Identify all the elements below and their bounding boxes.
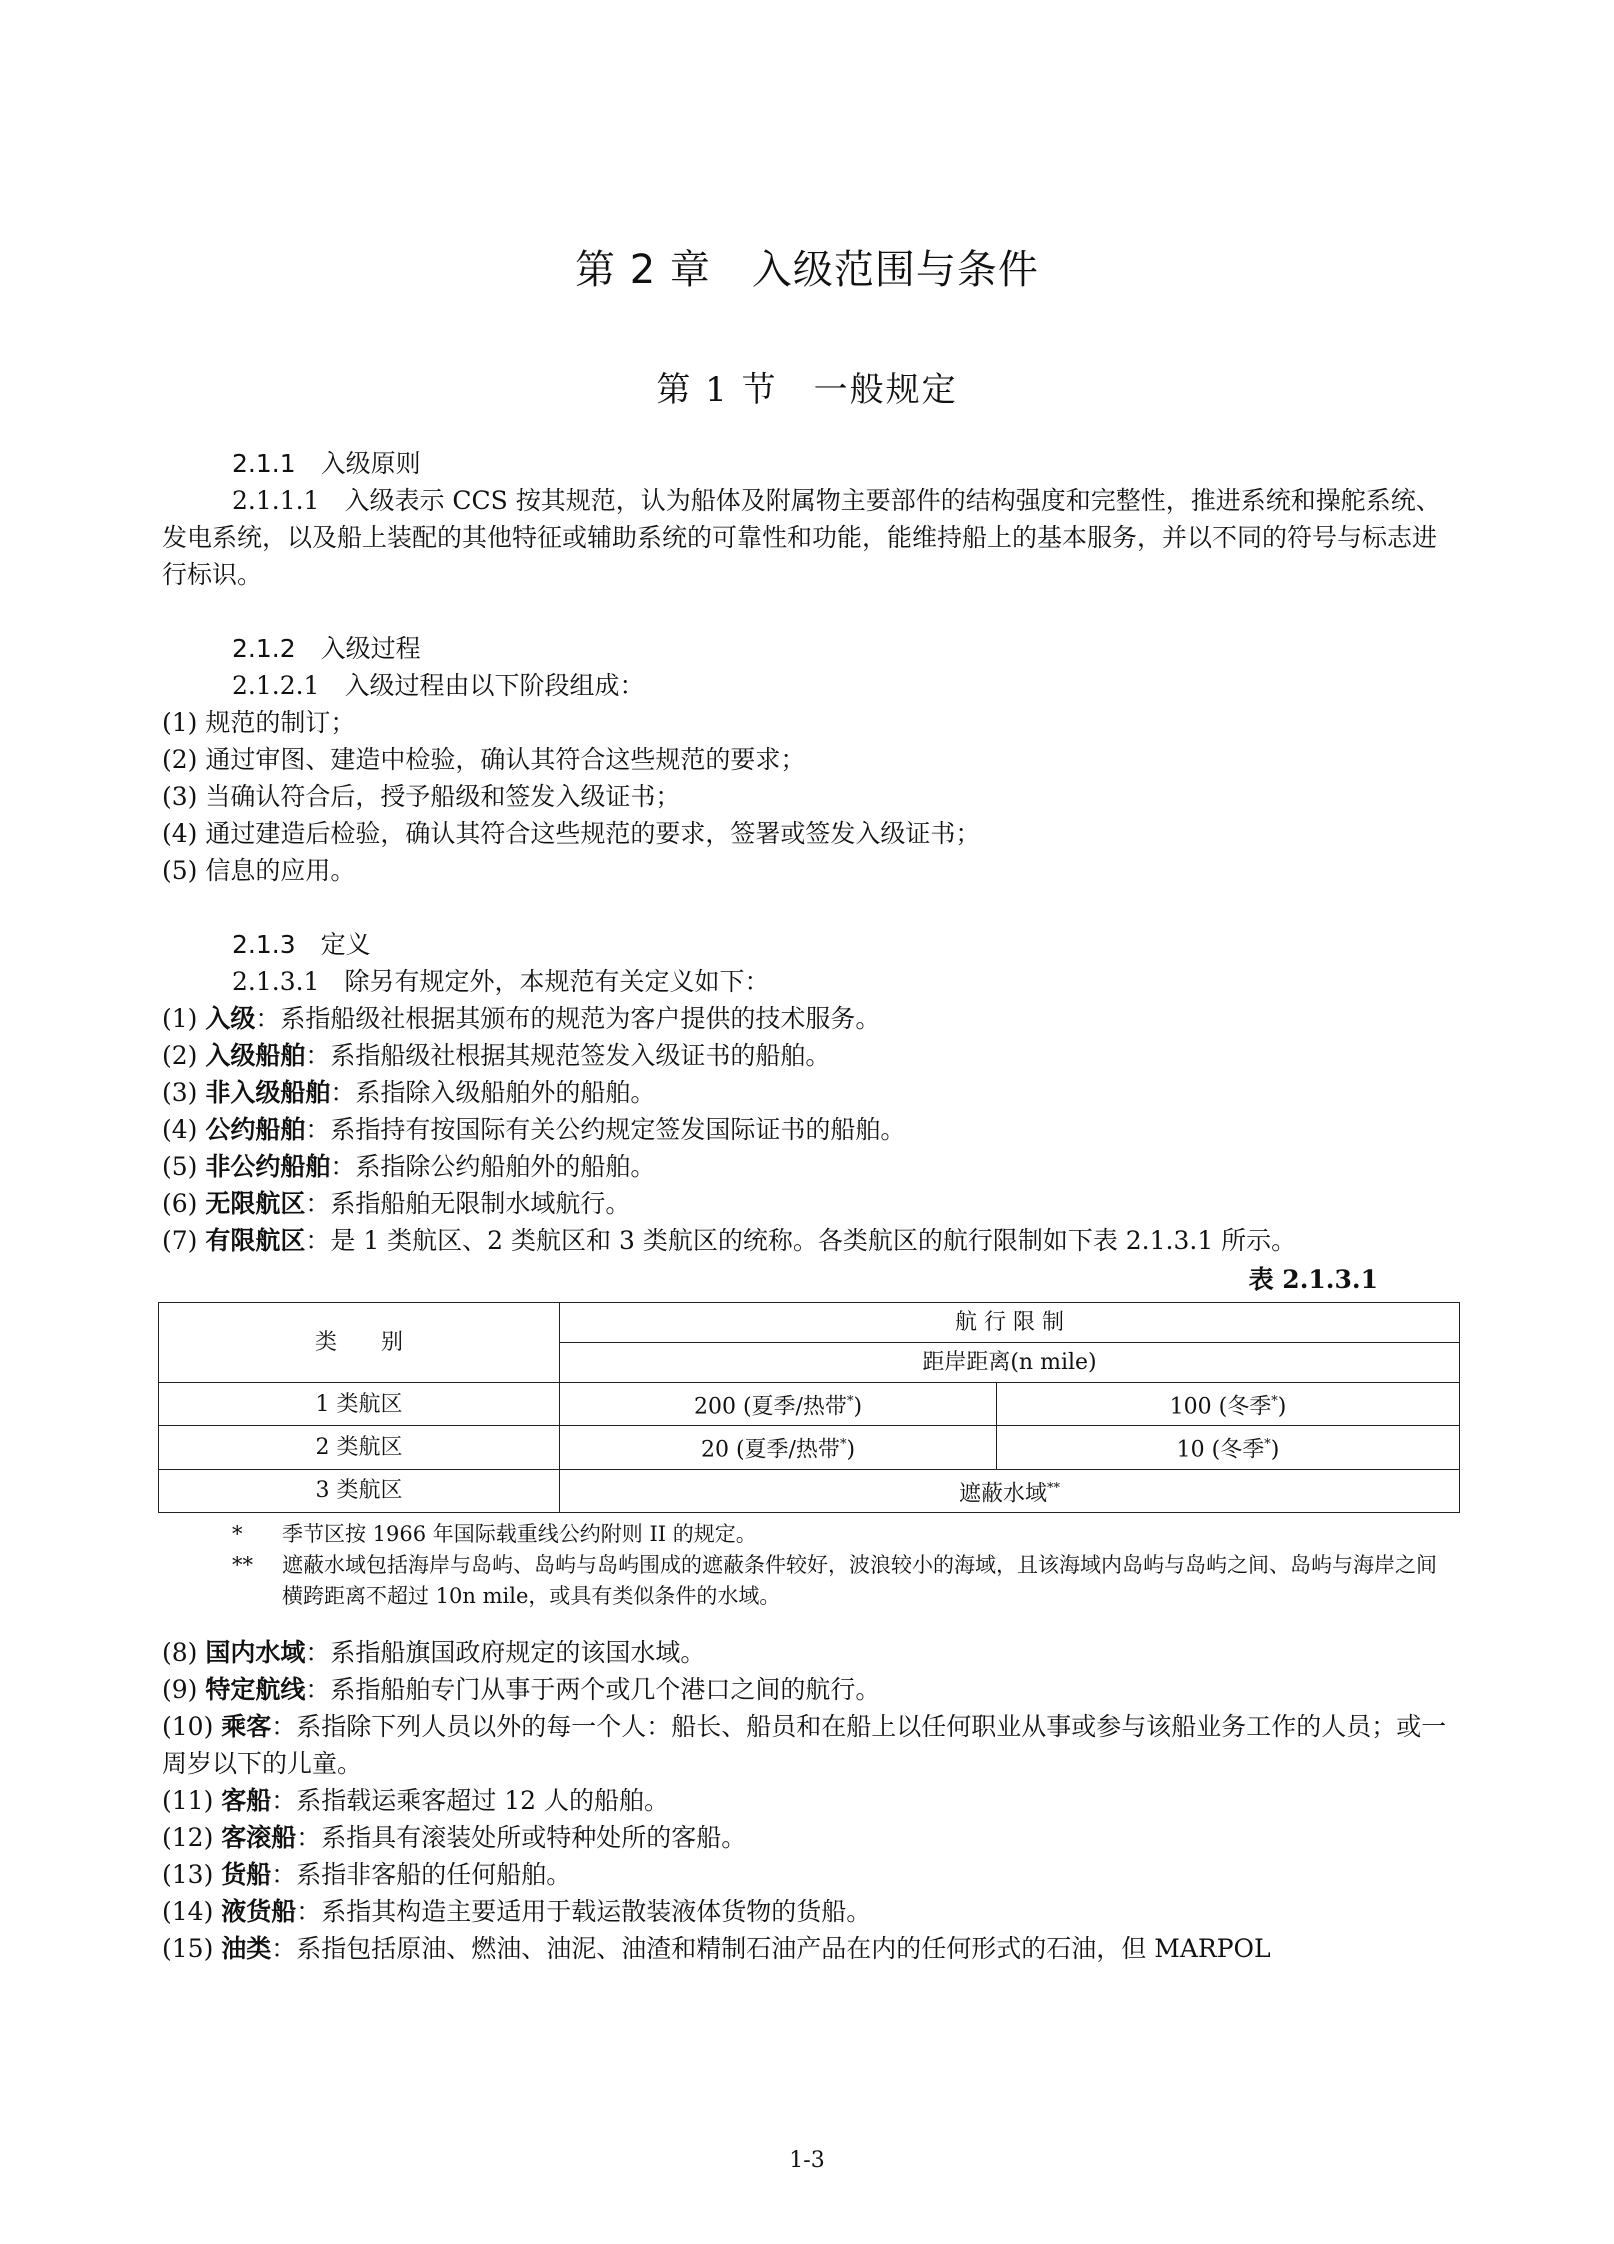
table-cell: 3 类航区 bbox=[159, 1469, 560, 1512]
table-note: ** 遮蔽水域包括海岸与岛屿、岛屿与岛屿围成的遮蔽条件较好，波浪较小的海域，且该海域内岛屿与岛屿之间、岛屿与海岸之间横跨距离不超过 10n mile，或具有类似条件的水域。 bbox=[232, 1552, 1437, 1608]
definition-item: (6) 无限航区：系指船舶无限制水域航行。 bbox=[162, 1189, 631, 1218]
table-row bbox=[159, 1469, 1460, 1512]
paragraph-2-1-3-1: 2.1.3.1 除另有规定外，本规范有关定义如下： bbox=[232, 967, 770, 996]
section-title: 第 1 节 一般规定 bbox=[656, 370, 958, 410]
page-number: 1-3 bbox=[789, 2148, 825, 2173]
table-cell: 200 (夏季/热带*) bbox=[560, 1383, 997, 1426]
document-body bbox=[162, 445, 1452, 1967]
table-cell: 2 类航区 bbox=[159, 1426, 560, 1469]
table-row bbox=[159, 1383, 1460, 1426]
table-cell: 20 (夏季/热带*) bbox=[560, 1426, 997, 1469]
table-notes bbox=[162, 1519, 1452, 1612]
heading-2-1-1: 2.1.1 入级原则 bbox=[232, 449, 421, 478]
definition-item: (9) 特定航线：系指船舶专门从事于两个或几个港口之间的航行。 bbox=[162, 1674, 881, 1704]
navigation-area-table bbox=[158, 1302, 1460, 1513]
paragraph-2-1-1-1: 2.1.1.1 入级表示 CCS 按其规范，认为船体及附属物主要部件的结构强度和完整性，推进系统和操舵系统、发电系统，以及船上装配的其他特征或辅助系统的可靠性和功能，能维持船上的基本服务，并以不同的符号与标志进行标识。 bbox=[162, 486, 1441, 589]
definition-item: (2) 入级船舶：系指船级社根据其规范签发入级证书的船舶。 bbox=[162, 1041, 831, 1070]
definition-item: (10) 乘客：系指除下列人员以外的每一个人：船长、船员和在船上以任何职业从事或参与该船业务工作的人员；或一周岁以下的儿童。 bbox=[162, 1711, 1447, 1778]
table-header-category: 类 别 bbox=[159, 1303, 560, 1383]
list-item: (2) 通过审图、建造中检验，确认其符合这些规范的要求； bbox=[162, 745, 806, 774]
definition-item: (1) 入级：系指船级社根据其颁布的规范为客户提供的技术服务。 bbox=[162, 1004, 881, 1033]
definition-item: (11) 客船：系指载运乘客超过 12 人的船舶。 bbox=[162, 1785, 669, 1815]
table-header-limit: 航 行 限 制 bbox=[560, 1303, 1460, 1343]
table-caption: 表 2.1.3.1 bbox=[1248, 1265, 1378, 1294]
table-row bbox=[159, 1426, 1460, 1469]
definition-item: (3) 非入级船舶：系指除入级船舶外的船舶。 bbox=[162, 1078, 656, 1107]
definition-item: (5) 非公约船舶：系指除公约船舶外的船舶。 bbox=[162, 1152, 656, 1181]
heading-2-1-3: 2.1.3 定义 bbox=[232, 930, 371, 959]
definition-item: (13) 货船：系指非客船的任何船舶。 bbox=[162, 1859, 572, 1889]
table-note: * 季节区按 1966 年国际载重线公约附则 II 的规定。 bbox=[232, 1521, 757, 1546]
definition-item: (12) 客滚船：系指具有滚装处所或特种处所的客船。 bbox=[162, 1822, 747, 1852]
list-item: (1) 规范的制订； bbox=[162, 708, 356, 737]
table-cell: 1 类航区 bbox=[159, 1383, 560, 1426]
paragraph-2-1-2-1: 2.1.2.1 入级过程由以下阶段组成： bbox=[232, 671, 645, 700]
definition-item: (4) 公约船舶：系指持有按国际有关公约规定签发国际证书的船舶。 bbox=[162, 1115, 906, 1144]
definition-item: (15) 油类：系指包括原油、燃油、油泥、油渣和精制石油产品在内的任何形式的石油，但 MARPOL bbox=[162, 1933, 1271, 1963]
table-header-distance: 距岸距离(n mile) bbox=[560, 1343, 1460, 1383]
list-item: (5) 信息的应用。 bbox=[162, 856, 356, 885]
definition-item: (7) 有限航区：是 1 类航区、2 类航区和 3 类航区的统称。各类航区的航行限制如下表 2.1.3.1 所示。 bbox=[162, 1226, 1297, 1255]
table-cell: 10 (冬季*) bbox=[997, 1426, 1460, 1469]
list-item: (3) 当确认符合后，授予船级和签发入级证书； bbox=[162, 782, 681, 811]
definition-item: (14) 液货船：系指其构造主要适用于载运散装液体货物的货船。 bbox=[162, 1896, 872, 1926]
list-item: (4) 通过建造后检验，确认其符合这些规范的要求，签署或签发入级证书； bbox=[162, 819, 981, 848]
chapter-title: 第 2 章 入级范围与条件 bbox=[575, 247, 1039, 293]
heading-2-1-2: 2.1.2 入级过程 bbox=[232, 634, 421, 663]
definition-item: (8) 国内水域：系指船旗国政府规定的该国水域。 bbox=[162, 1637, 706, 1667]
table-cell: 100 (冬季*) bbox=[997, 1383, 1460, 1426]
table-cell: 遮蔽水域** bbox=[560, 1469, 1460, 1512]
